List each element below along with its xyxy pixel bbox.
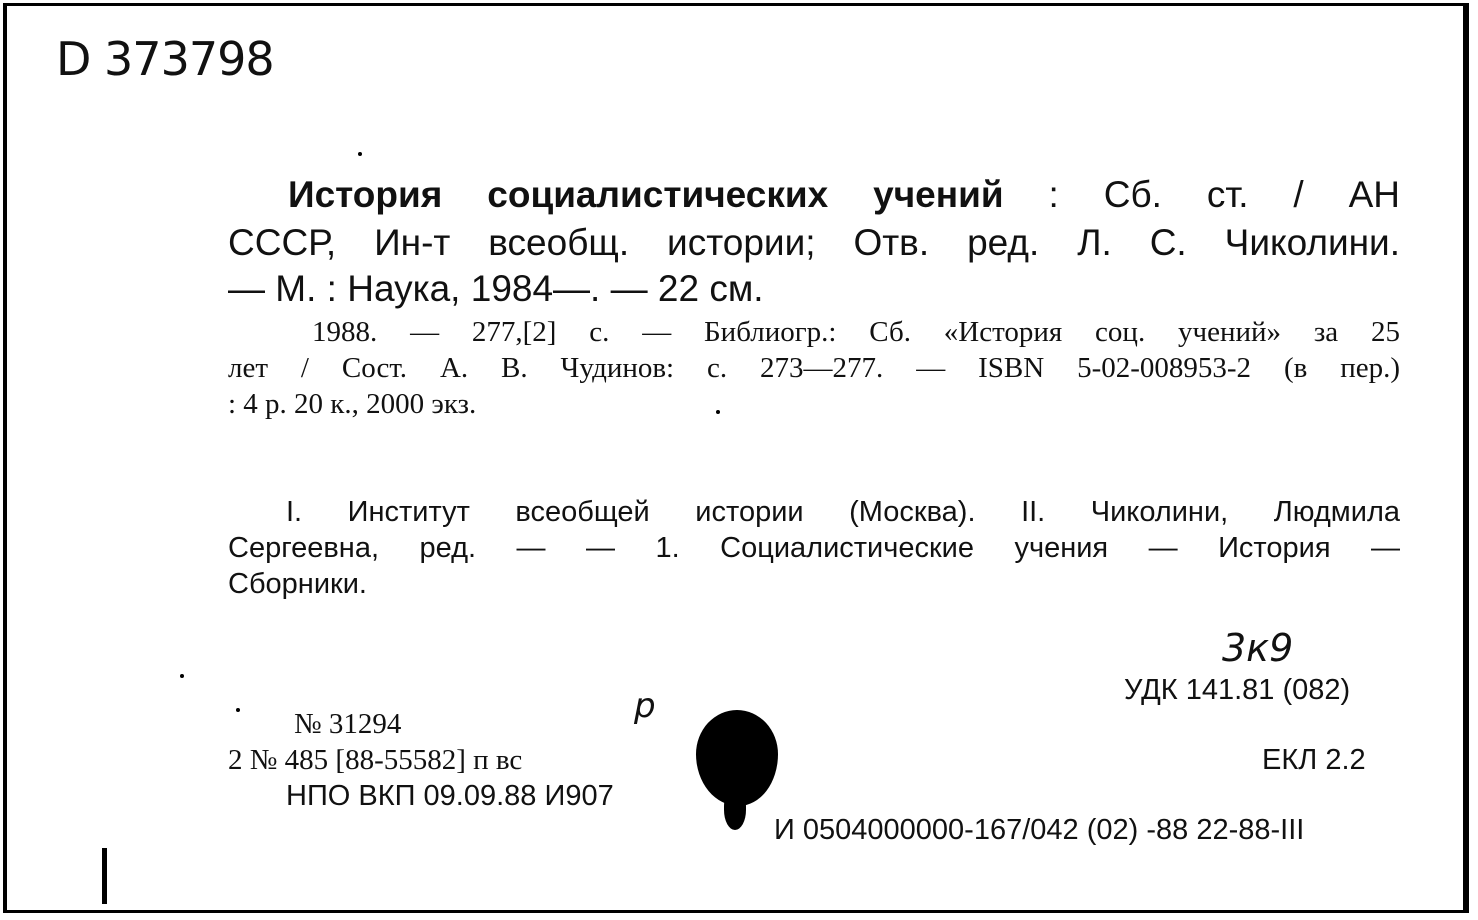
speck <box>716 410 720 414</box>
order-line: 2 № 485 [88-55582] п вс <box>228 744 523 776</box>
title-line-2: СССР, Ин-т всеобщ. истории; Отв. ред. Л. С. Чиколини. <box>228 222 1400 263</box>
speck <box>236 708 240 712</box>
title-line-1 <box>288 170 1400 220</box>
card-number: № 31294 <box>294 708 402 740</box>
speck <box>358 152 362 156</box>
description-line-2: лет / Сост. А. В. Чудинов: с. 273—277. — ISBN 5-02-008953-2 (в пер.) <box>228 352 1400 384</box>
title-rest: : Сб. ст. / АН <box>1048 174 1400 215</box>
description-line-1: 1988. — 277,[2] с. — Библиогр.: Сб. «История соц. учений» за 25 <box>312 316 1400 348</box>
description-line-3: : 4 р. 20 к., 2000 экз. <box>228 388 477 420</box>
handwritten-mark: р <box>634 686 656 726</box>
book-title: История социалистических учений <box>288 174 1004 215</box>
catalog-number: D 373798 <box>56 32 274 86</box>
ekl-code: ЕКЛ 2.2 <box>1262 744 1366 776</box>
handwritten-code: 3к9 <box>1222 626 1294 670</box>
udk-code: УДК 141.81 (082) <box>1124 674 1351 706</box>
tracing-line-2: Сергеевна, ред. — — 1. Социалистические учения — История — <box>228 532 1400 564</box>
speck <box>180 674 184 678</box>
tracing-line-1: I. Институт всеобщей истории (Москва). II. Чиколини, Людмила <box>286 496 1400 528</box>
title-line-3: — М. : Наука, 1984—. — 22 см. <box>228 268 764 309</box>
pen-stroke <box>102 848 107 904</box>
ink-blot-tail <box>724 790 746 830</box>
index-code: И 0504000000-167/042 (02) -88 22-88-III <box>774 814 1305 846</box>
tracing-line-3: Сборники. <box>228 568 367 600</box>
npo-line: НПО ВКП 09.09.88 И907 <box>286 780 614 812</box>
